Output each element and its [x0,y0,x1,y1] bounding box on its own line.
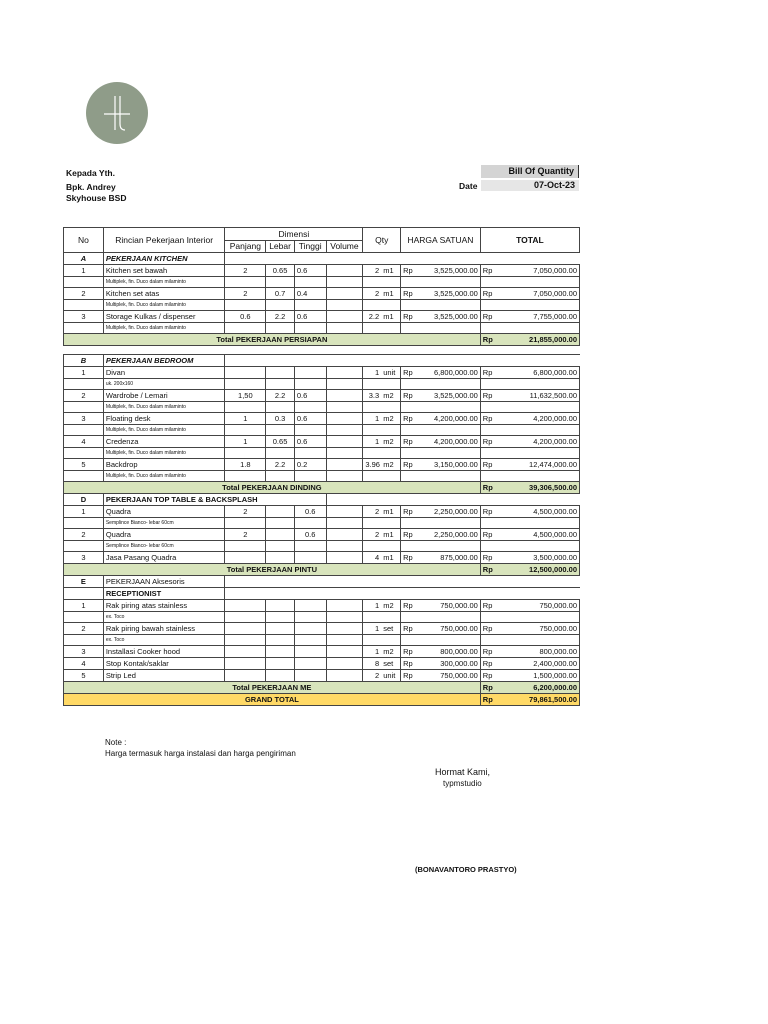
table-row-note: Multiplek, fin. Duco dalam milaminto [64,448,580,459]
table-row: 4 Credenza 1 0.65 0.6 1 m2 Rp 4,200,000.00 Rp 4,200,000.00 [64,436,580,448]
table-row: 3 Storage Kulkas / dispenser 0.6 2.2 0.6 2.2 m1 Rp 3,525,000.00 Rp 7,755,000.00 [64,311,580,323]
project-name: Skyhouse BSD [66,193,127,203]
bill-of-quantity-table [63,227,580,706]
table-row-note: Multiplek, fin. Duco dalam milaminto [64,402,580,413]
table-row: 1 Divan 1 unit Rp 6,800,000.00 Rp 6,800,000.00 [64,367,580,379]
table-row-note: Multiplek, fin. Duco dalam milaminto [64,300,580,311]
note-text: Harga termasuk harga instalasi dan harga pengiriman [105,749,296,758]
table-row-note: Multiplek, fin. Duco dalam milaminto [64,471,580,482]
grand-total-row: GRAND TOTAL Rp 79,861,500.00 [64,694,580,706]
subtotal-row: Total PEKERJAAN PINTU Rp 12,500,000.00 [64,564,580,576]
client-name: Bpk. Andrey [66,182,116,192]
header-no: No [64,228,104,253]
header-panjang: Panjang [225,240,266,253]
section-header [64,576,580,588]
subtotal-value: 6,200,000.00 [496,682,580,694]
table-row: 4 Stop Kontak/saklar 8 set Rp 300,000.00 Rp 2,400,000.00 [64,658,580,670]
table-row: 1 Quadra 2 0.6 2 m1 Rp 2,250,000.00 Rp 4,500,000.00 [64,506,580,518]
section-code: A [64,253,104,265]
table-row: 1 Rak piring atas stainless 1 m2 Rp 750,000.00 Rp 750,000.00 [64,600,580,612]
section-code: E [64,576,104,588]
date-label: Date [459,181,478,191]
signatory-name: (BONAVANTORO PRASTYO) [415,865,517,874]
section-header [64,253,580,265]
grand-total-label: GRAND TOTAL [64,694,481,706]
closing-text: Hormat Kami, [435,767,491,777]
header-lebar: Lebar [266,240,295,253]
kepada-label: Kepada Yth. [66,168,115,178]
table-row: 3 Floating desk 1 0.3 0.6 1 m2 Rp 4,200,000.00 Rp 4,200,000.00 [64,413,580,425]
table-row: 2 Wardrobe / Lemari 1,50 2.2 0.6 3.3 m2 Rp 3,525,000.00 Rp 11,632,500.00 [64,390,580,402]
subtotal-value: 39,306,500.00 [496,482,580,494]
table-row-note: Multiplek, fin. Duco dalam milaminto [64,277,580,288]
table-row: 2 Rak piring bawah stainless 1 set Rp 750,000.00 Rp 750,000.00 [64,623,580,635]
subtotal-label: Total PEKERJAAN ME [64,682,481,694]
company-name: typmstudio [443,779,482,788]
table-row-note: ex. Toco [64,612,580,623]
section-header [64,494,580,506]
subtotal-row: Total PEKERJAAN ME Rp 6,200,000.00 [64,682,580,694]
table-row: 5 Strip Led 2 unit Rp 750,000.00 Rp 1,500,000.00 [64,670,580,682]
subtotal-row: Total PEKERJAAN PERSIAPAN Rp 21,855,000.00 [64,334,580,346]
section-title: PEKERJAAN KITCHEN [103,253,225,265]
subtotal-label: Total PEKERJAAN DINDING [64,482,481,494]
section-title: PEKERJAAN Aksesoris [103,576,225,588]
document-title: Bill Of Quantity [481,165,579,178]
table-row: 5 Backdrop 1.8 2.2 0.2 3.96 m2 Rp 3,150,000.00 Rp 12,474,000.00 [64,459,580,471]
table-row-note: ex. Toco [64,635,580,646]
header-total: TOTAL [480,228,579,253]
header-harga-satuan: HARGA SATUAN [401,228,481,253]
subtotal-row: Total PEKERJAAN DINDING Rp 39,306,500.00 [64,482,580,494]
table-row: 2 Quadra 2 0.6 2 m1 Rp 2,250,000.00 Rp 4,500,000.00 [64,529,580,541]
section-title: PEKERJAAN TOP TABLE & BACKSPLASH [103,494,326,506]
header-volume: Volume [326,240,363,253]
subtotal-value: 21,855,000.00 [496,334,580,346]
table-row-note: Semplince Bianco- lebar 60cm [64,541,580,552]
header-qty: Qty [363,228,401,253]
header-rincian: Rincian Pekerjaan Interior [103,228,225,253]
table-row-note: Semplince Bianco- lebar 60cm [64,518,580,529]
document-date: 07-Oct-23 [481,180,579,191]
section-subheader [64,588,580,600]
table-row: 3 Jasa Pasang Quadra 4 m1 Rp 875,000.00 Rp 3,500,000.00 [64,552,580,564]
table-row: 1 Kitchen set bawah 2 0.65 0.6 2 m1 Rp 3,525,000.00 Rp 7,050,000.00 [64,265,580,277]
subtotal-value: 12,500,000.00 [496,564,580,576]
subtotal-label: Total PEKERJAAN PINTU [64,564,481,576]
table-row-note: Multiplek, fin. Duco dalam milaminto [64,425,580,436]
section-header [64,355,580,367]
table-row: 2 Kitchen set atas 2 0.7 0.4 2 m1 Rp 3,525,000.00 Rp 7,050,000.00 [64,288,580,300]
table-header [64,228,580,241]
grand-total-value: 79,861,500.00 [496,694,580,706]
table-row-note: Multiplek, fin. Duco dalam milaminto [64,323,580,334]
note-title: Note : [105,738,127,747]
company-logo [86,82,148,144]
table-row-note: uk. 200x160 [64,379,580,390]
table-row: 3 Installasi Cooker hood 1 m2 Rp 800,000.00 Rp 800,000.00 [64,646,580,658]
section-subtitle: RECEPTIONIST [103,588,225,600]
section-code: B [64,355,104,367]
note-block [105,737,296,759]
subtotal-label: Total PEKERJAAN PERSIAPAN [64,334,481,346]
header-dimensi: Dimensi [225,228,363,241]
section-code: D [64,494,104,506]
header-tinggi: Tinggi [294,240,326,253]
section-title: PEKERJAAN BEDROOM [103,355,225,367]
